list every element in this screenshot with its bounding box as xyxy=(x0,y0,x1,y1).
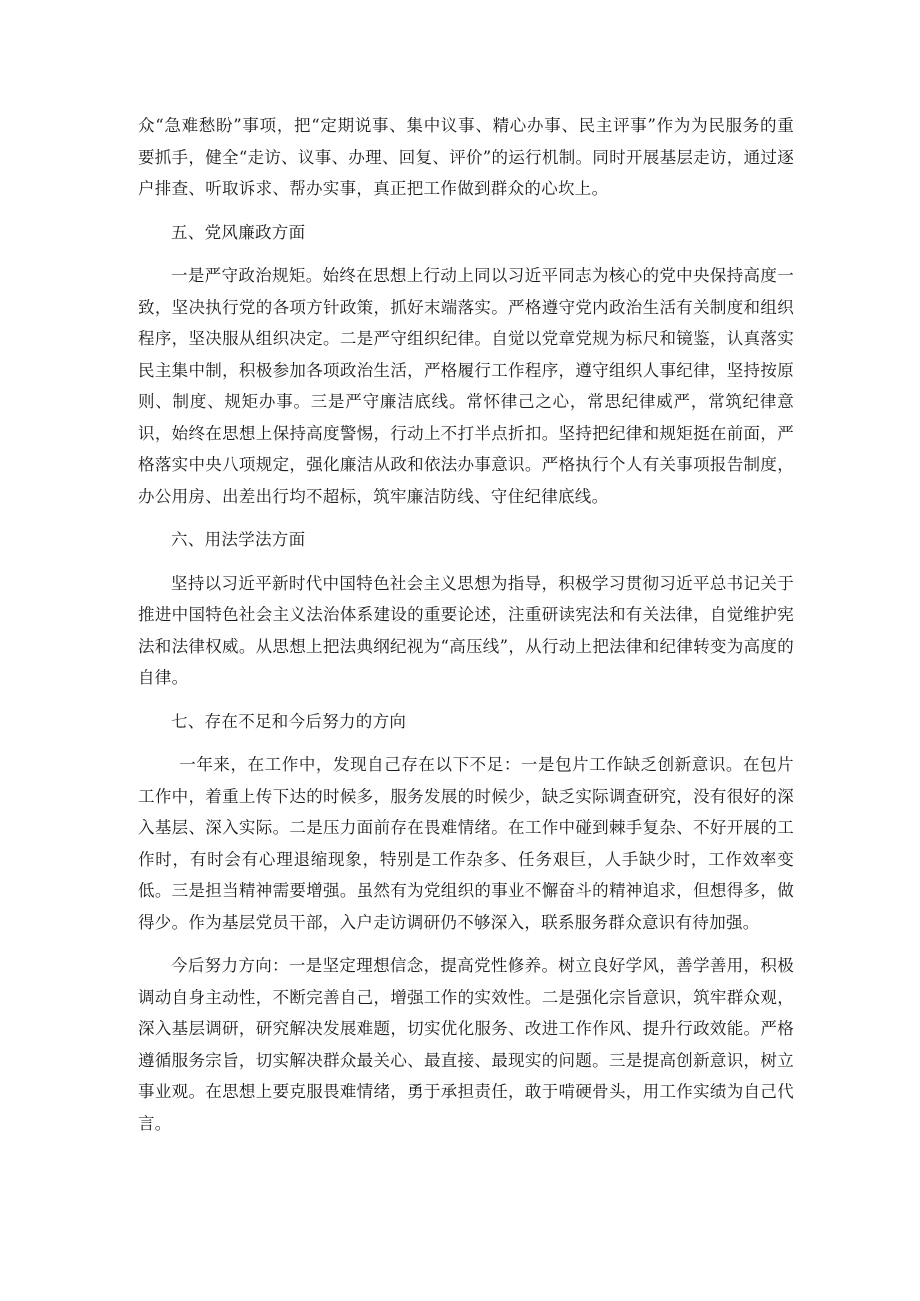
intro-paragraph: 众“急难愁盼”事项，把“定期说事、集中议事、精心办事、民主评事”作为为民服务的重要抓手，健全“走访、议事、办理、回复、评价”的运行机制。同时开展基层走访，通过逐户排查、听取诉求、帮办实事，真正把工作做到群众的心坎上。 xyxy=(138,116,794,198)
section-5-paragraph: 一是严守政治规矩。始终在思想上行动上同以习近平同志为核心的党中央保持高度一致，坚决执行党的各项方针政策，抓好末端落实。严格遵守党内政治生活有关制度和组织程序，坚决服从组织决定。二是严守组织纪律。自觉以党章党规为标尺和镜鉴，认真落实民主集中制，积极参加各项政治生活，严格履行工作程序，遵守组织人事纪律，坚持按原则、制度、规矩办事。三是严守廉洁底线。常怀律己之心，常思纪律威严，常筑纪律意识，始终在思想上保持高度警惕，行动上不打半点折扣。坚持把纪律和规矩挺在前面，严格落实中央八项规定，强化廉洁从政和依法办事意识。严格执行个人有关事项报告制度，办公用房、出差出行均不超标，筑牢廉洁防线、守住纪律底线。 xyxy=(138,266,794,506)
section-heading-6: 六、用法学法方面 xyxy=(171,530,306,549)
section-6-paragraph: 坚持以习近平新时代中国特色社会主义思想为指导，积极学习贯彻习近平总书记关于推进中国特色社会主义法治体系建设的重要论述，注重研读宪法和有关法律，自觉维护宪法和法律权威。从思想上把法典纲纪视为“高压线”，从行动上把法律和纪律转变为高度的自律。 xyxy=(138,573,794,687)
document-body xyxy=(138,110,794,1151)
shortcomings-paragraph: 一年来，在工作中，发现自己存在以下不足：一是包片工作缺乏创新意识。在包片工作中，着重上传下达的时候多，服务发展的时候少，缺乏实际调查研究，没有很好的深入基层、深入实际。二是压力面前存在畏难情绪。在工作中碰到棘手复杂、不好开展的工作时，有时会有心理退缩现象，特别是工作杂多、任务艰巨，人手缺少时，工作效率变低。三是担当精神需要增强。虽然有为党组织的事业不懈奋斗的精神追求，但想得多，做得少。作为基层党员干部，入户走访调研仍不够深入，联系服务群众意识有待加强。 xyxy=(138,755,794,932)
section-heading-7: 七、存在不足和今后努力的方向 xyxy=(171,711,407,731)
section-heading-5: 五、党风廉政方面 xyxy=(171,222,306,242)
future-direction-paragraph: 今后努力方向：一是坚定理想信念，提高党性修养。树立良好学风，善学善用，积极调动自身主动性，不断完善自己，增强工作的实效性。二是强化宗旨意识，筑牢群众观，深入基层调研，研究解决发展难题，切实优化服务、改进工作作风、提升行政效能。严格遵循服务宗旨，切实解决群众最关心、最直接、最现实的问题。三是提高创新意识，树立事业观。在思想上要克服畏难情绪，勇于承担责任，敢于啃硬骨头，用工作实绩为自己代言。 xyxy=(138,956,794,1133)
